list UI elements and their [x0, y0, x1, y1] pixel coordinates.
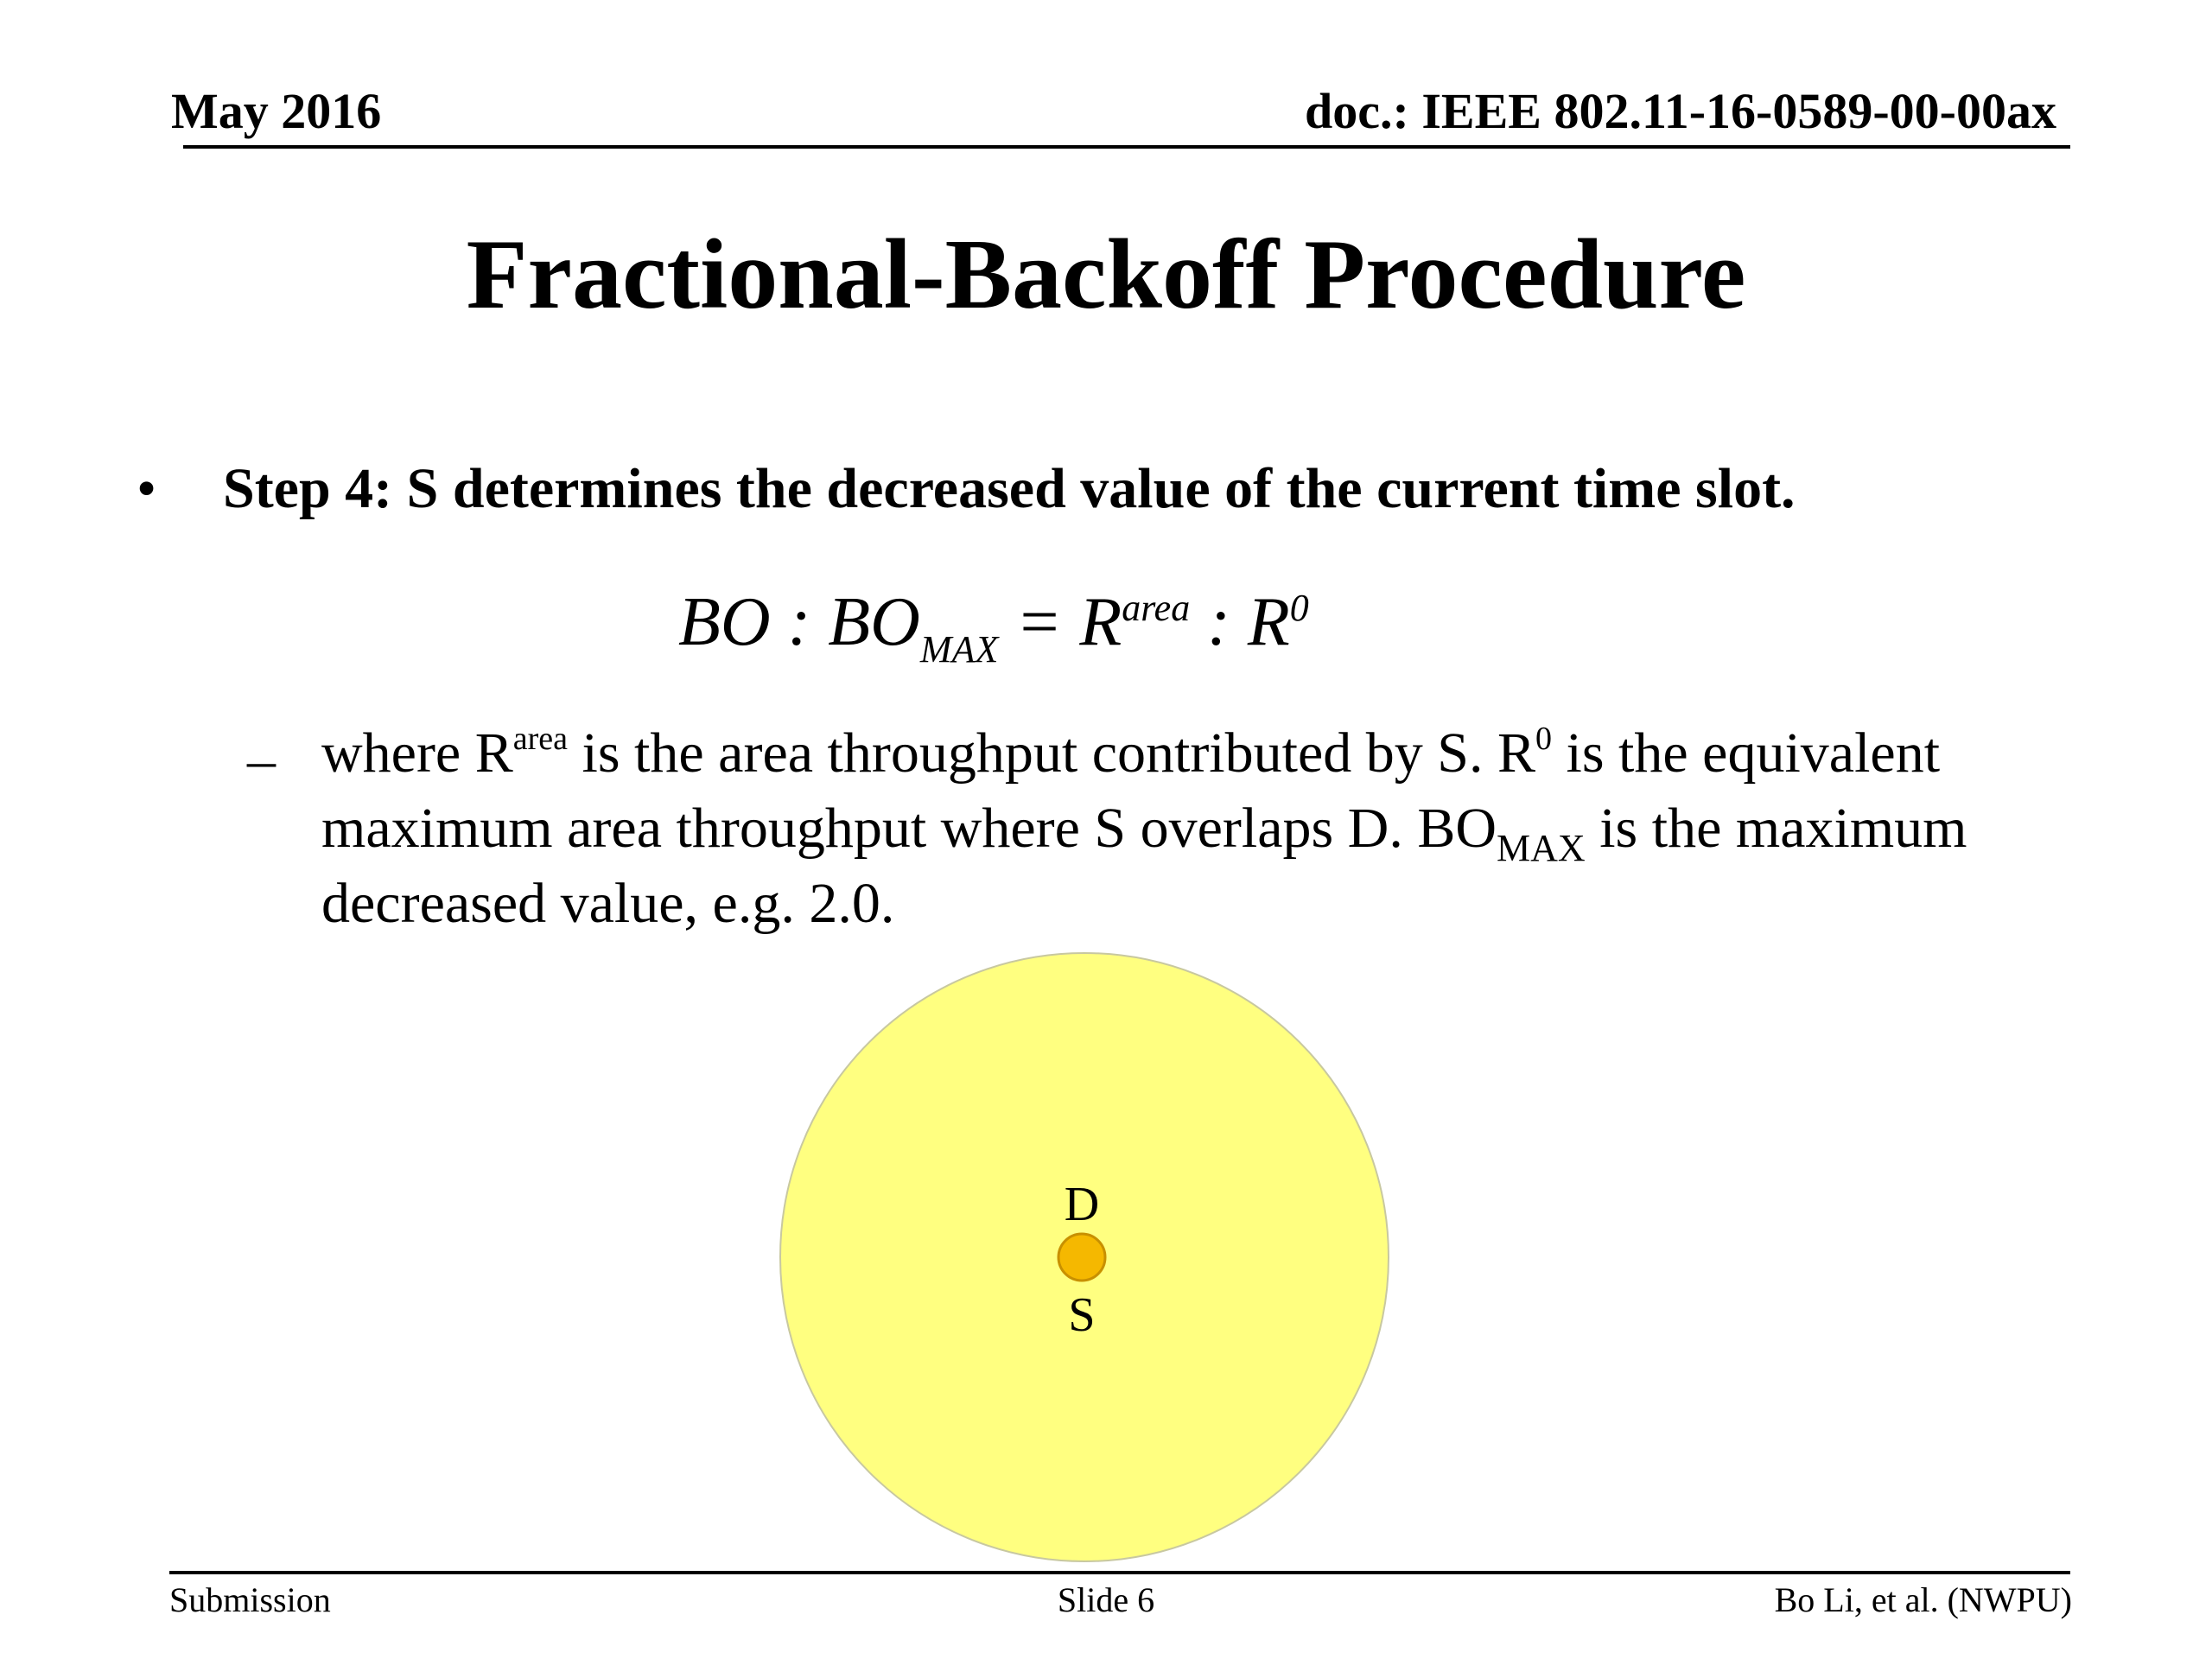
formula-colon-2: :: [1190, 584, 1248, 660]
label-d: D: [1064, 1178, 1100, 1231]
station-node: [1058, 1234, 1105, 1281]
footer-slide-number: Slide 6: [1057, 1580, 1155, 1619]
bullet-marker: •: [137, 457, 157, 520]
footer-divider: [169, 1571, 2070, 1574]
explanation-area-superscript: area: [512, 721, 569, 757]
formula-equals: =: [998, 584, 1080, 660]
bullet-step-4-text: Step 4: S determines the decreased value of the current time slot.: [223, 457, 1796, 520]
header-divider: [183, 145, 2070, 149]
sub-bullet-dash: –: [247, 728, 276, 791]
explanation-part-1: where R: [321, 721, 513, 785]
header-document-id: doc.: IEEE 802.11-16-0589-00-00ax: [1305, 83, 2056, 139]
header-date: May 2016: [171, 83, 382, 139]
footer-authors: Bo Li, et al. (NWPU): [1774, 1580, 2072, 1619]
formula-bo-max: BO: [828, 584, 920, 660]
formula-r0: R: [1247, 584, 1290, 660]
sub-bullet-explanation: [321, 715, 2119, 941]
explanation-part-2: is the area throughput contributed by S. R: [568, 721, 1536, 785]
slide-title: Fractional-Backoff Procedure: [466, 219, 1746, 330]
explanation-part-3: is the equivalent maximum area throughput where S overlaps D. BO: [321, 721, 1941, 860]
explanation-max-subscript: MAX: [1497, 827, 1586, 869]
label-s: S: [1068, 1288, 1096, 1342]
explanation-part-4: is the maximum decreased value, e.g. 2.0.: [321, 797, 1967, 935]
formula-r-area: R: [1079, 584, 1122, 660]
coverage-diagram: [769, 942, 1400, 1573]
footer-submission: Submission: [169, 1580, 331, 1619]
explanation-zero-superscript: 0: [1535, 721, 1553, 757]
formula-colon-1: :: [770, 584, 829, 660]
formula-max-subscript: MAX: [919, 628, 999, 671]
formula-bo: BO: [678, 584, 771, 660]
formula-zero-superscript: 0: [1289, 587, 1309, 629]
ratio-formula: [678, 584, 1309, 671]
formula-area-superscript: area: [1122, 587, 1191, 629]
